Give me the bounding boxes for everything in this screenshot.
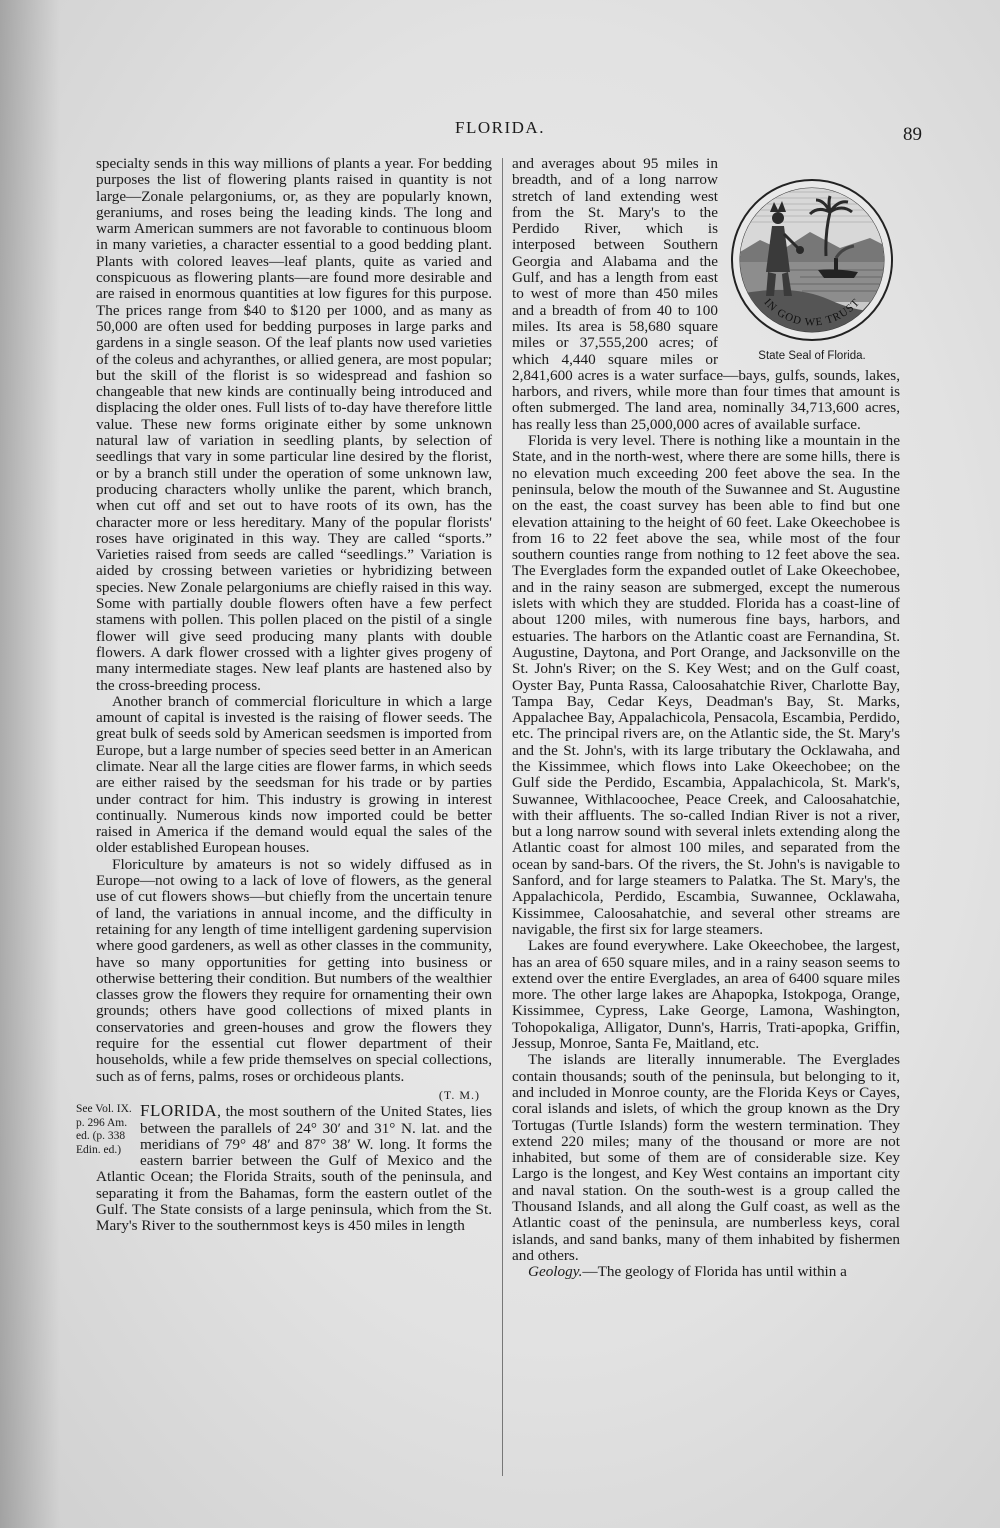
state-seal-figure	[724, 178, 900, 363]
page-number: 89	[903, 124, 922, 145]
left-column	[76, 155, 492, 1486]
paragraph: Lakes are found everywhere. Lake Okeechobee, the largest, has an area of 650 square miles, and in a rainy season seems to extend over the entire Everglades, an area of 6400 square miles more. The other large lakes are Ahapopka, Istokpoga, Orange, Kissimmee, Cypress, Lake George, Lamona, Washington, Tohopokaliga, Alligator, Dunn's, Harris, Trati-apopka, Griffin, Jessup, Monroe, Santa Fe, Maitland, etc.	[512, 937, 900, 1053]
florida-state-seal-image	[730, 178, 894, 342]
gutter-shadow	[0, 0, 60, 1528]
paragraph: Another branch of commercial floriculture in which a large amount of capital is invested is the raising of flower seeds. The great bulk of seeds sold by American seedsmen is imported from Europe, but a large number of species seed better in an American climate. Near all the large cities are flower farms, in which seeds are either raised by the seedsman for his trade or by parties under contract for him. This industry is growing in interest continually. Numerous kinds now imported could be better raised in America if the demand would equal the sales of the older established European houses.	[96, 692, 492, 857]
paragraph: and averages about 95 miles in breadth, and of a long narrow stretch of land extending west from the St. Mary's to the Perdido River, which is interposed between Southern Georgia and Alabama and the Gulf, and has a length from east to west of more than 450 miles and a breadth of from 40 to 100 miles. Its area is 58,680 square miles or 37,555,200 acres; of which 4,440 square miles or 2,841,600 acres is a water surface—bays, gulfs, sounds, lakes, harbors, and rivers, while more than four times that amount is often submerged. The land area, nominally 34,713,600 acres, has really less than 25,000,000 acres of available surface.	[512, 155, 900, 433]
geology-text: —The geology of Florida has until within a	[582, 1263, 847, 1281]
paragraph: The islands are literally innumerable. The Everglades contain thousands; south of the peninsula, but belonging to it, and included in Monroe county, are the Florida Keys or Cayes, coral islands and islets, of which the group known as the Dry Tortugas (Turtle Islands) form the western termination. They extend 220 miles; many of the thousand or more are not inhabited, but some of them are of considerable size. Key Largo is the longest, and Key West contains an important city and naval station. On the south-west is a group called the Thousand Islands, and all along the Gulf coast, as well as the Atlantic coast of the peninsula, are numberless keys, coral islands, and sand banks, many of them inhabited by fishermen and others.	[512, 1051, 900, 1264]
column-rule	[502, 158, 503, 1476]
paragraph	[512, 1264, 900, 1280]
paragraph: specialty sends in this way millions of plants a year. For bedding purposes the list of flowering plants raised in quantity is not large—Zonale pelargoniums, or, as they are popularly known, geraniums, and roses being the leading kinds. The long and warm American summers are not favorable to continuous bloom in many varieties, a character essential to a good bedding plant. Plants with colored leaves—leaf plants, quite as varied and conspicuous as flowering plants—are found more desirable and are raised in enormous quantities at low figures for this purpose. The prices range from $40 to $120 per 1000, and as many as 50,000 are often used for bedding purposes in large parks and gardens in a single season. Of the leaf plants now used varieties of the coleus and achyranthes, or allied genera, are most popular; but the skill of the florist is so widespread and fashion so changeable that new kinds are continually being introduced and displacing the older ones. Full lists of to-day have therefore little value. These new forms originate either by some unknown natural law of variation in seedling plants, by selection of seedlings that vary in some particular line desired by the florist, or by a branch still under the operation of some unknown law, producing characters wholly unlike the parent, which branch, when cut off and set out to have roots of its own, has the character more or less hereditary. Many of the popular florists' roses have originated in this way. They are called “sports.” Varieties raised from seeds are called “seedlings.” Variation is aided by crossing between varieties or hybridizing between species. New Zonale pelargoniums are chiefly raised in this way. Some with partially double flowers often have a few perfect stamens with pollen. This pollen placed on the pistil of a single flower will give seed producing many plants with double flowers. A dark flower crossed with a lighter gives progeny of many intermediate stages. New leaf plants are hastened also by the cross-breeding process.	[96, 155, 492, 694]
seal-motto: IN GOD WE TRUST	[761, 296, 863, 329]
entry-text: , the most southern of the United States, lies between the parallels of 24° 30′ and 31° N. lat. and the meridians of 79° 48′ and 87° 38′ W. long. It forms the eastern barrier between the Gulf of Mexico and the Atlantic Ocean; the Florida Straits, south of the peninsula, and separating it from the Bahamas, form the eastern outlet of the Gulf. The State consists of a large peninsula, which from the St. Mary's River to the southernmost keys is 450 miles in length	[96, 1103, 492, 1235]
running-head: FLORIDA.	[455, 118, 545, 137]
geology-label: Geology.	[528, 1263, 583, 1281]
author-tag: (T. M.)	[438, 1087, 480, 1102]
encyclopedia-entry	[76, 1101, 492, 1235]
entry-headword: FLORIDA	[140, 1101, 218, 1121]
seal-caption: State Seal of Florida.	[758, 350, 866, 362]
right-column	[512, 156, 900, 1486]
cross-reference-note: See Vol. IX. p. 296 Am. ed. (p. 338 Edin. ed.)	[76, 1103, 132, 1156]
paragraph: Floriculture by amateurs is not so widely diffused as in Europe—not owing to a lack of love of flowers, as the general use of cut flowers shows—but chiefly from the uncertain tenure of land, the variations in annual income, and the difficulty in retaining for any length of time intelligent gardening supervision where good gardeners, as well as other classes in the community, have so many opportunities for getting into business or otherwise bettering their condition. But numbers of the wealthier classes grow the flowers they require for ornamenting their own grounds; others have good collections of mixed plants in conservatories and green-houses and grow the flowers they require for the essential cut flower department of their households, while a few pride themselves on special collections, such as of ferns, palms, roses or orchideous plants.	[96, 855, 492, 1085]
paragraph: Florida is very level. There is nothing like a mountain in the State, and in the north-west, where there are some hills, there is no elevation much exceeding 200 feet above the sea. In the peninsula, below the mouth of the Suwannee and St. Augustine on the east, the coast survey has been able to find but one elevation attaining to the height of 60 feet. Lake Okeechobee is from 16 to 22 feet above the sea, while most of the four southern counties range from nothing to 12 feet above the sea. The Everglades form the expanded outlet of Lake Okeechobee, and in the rainy season are submerged, except the numerous islets with which they are studded. Florida has a coast-line of about 1200 miles, with numerous fine bays, harbors, and estuaries. The harbors on the Atlantic coast are Fernandina, St. Augustine, Daytona, and Port Orange, and Jacksonville on the St. John's River; on the S. Key West; and on the Gulf coast, Oyster Bay, Punta Rassa, Caloosahatchie River, Charlotte Bay, Tampa Bay, Cedar Keys, Deadman's Bay, St. Marks, Appalachee Bay, Appalachicola, Pensacola, Escambia, Perdido, etc. The principal rivers are, on the Atlantic side, the St. Mary's and the St. John's, with its large tributary the Ocklawaha, and the Kissimmee, which flows into Lake Okeechobee; on the Gulf side the Perdido, Escambia, Appalachicola, St. Mark's, Suwannee, Withlacoochee, Peace Creek, and Caloosahatchie, with their affluents. The so-called Indian River is not a river, but a long narrow sound with several inlets extending along the Atlantic coast for almost 100 miles, and separated from the ocean by sand-bars. Of the rivers, the St. John's is navigable to Sanford, and for large steamers to Palatka. The St. Mary's, the Appalachicola, Perdido, Escambia, Suwannee, Ocklawaha, Kissimmee, Caloosahatchie, and several other streams are navigable, the first six for large steamers.	[512, 432, 900, 938]
